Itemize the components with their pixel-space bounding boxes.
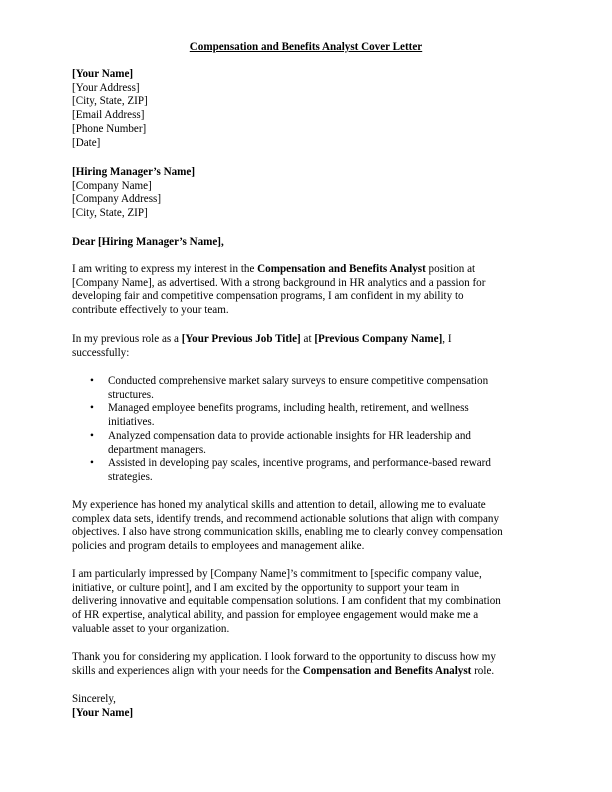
paragraph-intro-line-4: contribute effectively to your team.	[72, 304, 229, 317]
document-title: Compensation and Benefits Analyst Cover Letter	[189, 41, 423, 53]
list-item	[72, 430, 542, 457]
recipient-name: [Hiring Manager’s Name]	[72, 166, 196, 178]
paragraph-company-interest-line-1: I am particularly impressed by [Company Name]’s commitment to [specific company value,	[72, 568, 482, 580]
bullet-dot: •	[90, 402, 94, 415]
recipient-address: [Company Address]	[72, 193, 162, 206]
salutation: Dear [Hiring Manager’s Name],	[72, 236, 224, 248]
paragraph-intro-line-2: [Company Name], as advertised. With a strong background in HR analytics and a passion for	[72, 276, 486, 289]
paragraph-thank-you	[72, 651, 542, 678]
list-item-line: Assisted in developing pay scales, incentive programs, and performance-based reward	[108, 457, 491, 470]
sender-name: [Your Name]	[72, 68, 134, 80]
list-item-line: Conducted comprehensive market salary surveys to ensure competitive compensation	[108, 375, 489, 387]
previous-job-title: [Your Previous Job Title]	[181, 333, 301, 345]
paragraph-company-interest-line-4: of HR expertise, analytical ability, and passion for employee engagement would make me a	[72, 609, 479, 622]
text-run: In my previous role as a	[72, 333, 182, 345]
paragraph-previous-role-line-1	[72, 333, 542, 347]
list-item-line: structures.	[108, 388, 154, 401]
paragraph-company-interest-line-3: delivering innovative and equitable compensation solutions. I am confident that my combination	[72, 595, 501, 608]
paragraph-experience-line-4: policies and program details to employees and management alike.	[72, 540, 365, 553]
paragraph-previous-role	[72, 333, 542, 360]
text-run: position at	[425, 263, 476, 275]
text-run: role.	[471, 664, 495, 677]
paragraph-previous-role-line-2: successfully:	[72, 346, 130, 359]
paragraph-intro-line-3: developing fair and competitive compensation programs, I am confident in my ability to	[72, 290, 464, 303]
sender-date: [Date]	[72, 136, 101, 149]
paragraph-experience	[72, 499, 542, 554]
sender-block	[72, 68, 542, 150]
recipient-company: [Company Name]	[72, 179, 152, 192]
closing: Sincerely,	[72, 693, 116, 705]
text-run: I am writing to express my interest in the	[72, 263, 258, 275]
text-run: at	[300, 333, 315, 345]
recipient-block	[72, 166, 542, 221]
sender-city: [City, State, ZIP]	[72, 95, 148, 108]
list-item-line: Analyzed compensation data to provide actionable insights for HR leadership and	[108, 429, 471, 442]
list-item-line: strategies.	[108, 470, 153, 483]
list-item	[72, 375, 542, 402]
paragraph-experience-line-3: objectives. I also have strong communication skills, enabling me to clearly convey compensation	[72, 526, 503, 539]
signature-name: [Your Name]	[72, 706, 134, 719]
recipient-city: [City, State, ZIP]	[72, 207, 148, 220]
paragraph-company-interest-line-2: initiative, or culture point], and I am excited by the opportunity to support your team in	[72, 581, 460, 594]
list-item	[72, 402, 542, 429]
closing-block	[72, 693, 542, 720]
sender-email: [Email Address]	[72, 109, 145, 122]
text-run: , I	[442, 333, 452, 345]
previous-company-name: [Previous Company Name]	[314, 333, 443, 345]
list-item-line: Managed employee benefits programs, including health, retirement, and wellness	[108, 402, 469, 415]
paragraph-company-interest-line-5: valuable asset to your organization.	[72, 622, 230, 635]
paragraph-intro-line-1	[72, 263, 542, 277]
bullet-dot: •	[90, 375, 94, 387]
paragraph-company-interest	[72, 568, 542, 637]
sender-phone: [Phone Number]	[72, 122, 147, 135]
job-title-emphasis: Compensation and Benefits Analyst	[257, 263, 426, 275]
achievements-list	[72, 375, 542, 485]
list-item-line: department managers.	[108, 443, 206, 456]
paragraph-experience-line-1: My experience has honed my analytical skills and attention to detail, allowing me to evaluate	[72, 499, 486, 511]
sender-address: [Your Address]	[72, 81, 140, 94]
job-title-emphasis: Compensation and Benefits Analyst	[302, 664, 472, 677]
bullet-dot: •	[90, 457, 94, 470]
paragraph-thank-you-line-2	[72, 665, 542, 679]
list-item-line: initiatives.	[108, 416, 155, 429]
bullet-dot: •	[90, 429, 94, 442]
text-run: skills and experiences align with your needs for the	[72, 664, 303, 677]
paragraph-intro	[72, 263, 542, 318]
paragraph-thank-you-line-1: Thank you for considering my application. I look forward to the opportunity to discuss how my	[72, 651, 496, 663]
list-item	[72, 457, 542, 484]
paragraph-experience-line-2: complex data sets, identify trends, and recommend actionable solutions that align with company	[72, 512, 500, 525]
